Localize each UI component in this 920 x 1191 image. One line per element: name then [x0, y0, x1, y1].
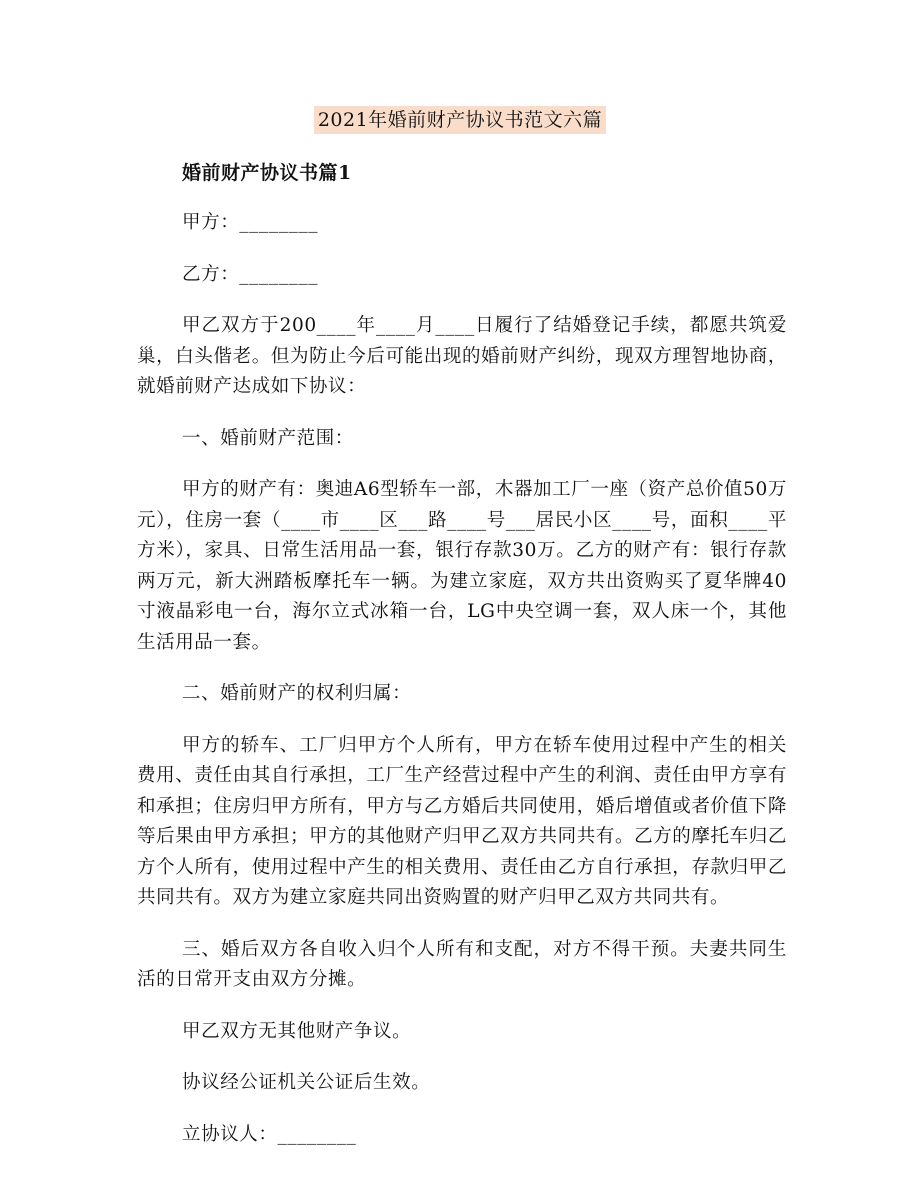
party-a-line: 甲方：________	[182, 212, 319, 233]
title-container	[0, 106, 920, 134]
clause-1-body: 甲方的财产有：奥迪A6型轿车一部，木器加工厂一座（资产总价值50万元），住房一套（____市____区___路____号___居民小区____号，面积____平方米），家具、日常生活用品一套，银行存款30万。乙方的财产有：银行存款两万元，新大洲踏板摩托车一辆。为建立家庭，双方共出资购买了夏华牌40寸液晶彩电一台，海尔立式冰箱一台，LG中央空调一套，双人床一个，其他生活用品一套。	[137, 479, 787, 653]
clause-2-body: 甲方的轿车、工厂归甲方个人所有，甲方在轿车使用过程中产生的相关费用、责任由其自行承担，工厂生产经营过程中产生的利润、责任由甲方享有和承担；住房归甲方所有，甲方与乙方婚后共同使用，婚后增值或者价值下降等后果由甲方承担；甲方的其他财产归甲乙双方共同共有。乙方的摩托车归乙方个人所有，使用过程中产生的相关费用、责任由乙方自行承担，存款归甲乙共同共有。双方为建立家庭共同出资购置的财产归甲乙双方共同共有。	[137, 734, 787, 908]
no-dispute-line: 甲乙双方无其他财产争议。	[182, 1020, 412, 1042]
document-title: 2021年婚前财产协议书范文六篇	[314, 106, 606, 134]
intro-paragraph: 甲乙双方于200____年____月____日履行了结婚登记手续，都愿共筑爱巢，白头偕老。但为防止今后可能出现的婚前财产纠纷，现双方理智地协商，就婚前财产达成如下协议：	[137, 315, 787, 397]
party-b-line: 乙方：________	[182, 263, 319, 285]
clause-1-title: 一、婚前财产范围：	[182, 427, 354, 449]
signatory-line: 立协议人：________	[182, 1123, 357, 1145]
clause-2-title: 二、婚前财产的权利归属：	[182, 683, 412, 704]
document-body	[137, 208, 787, 1171]
clause-3-paragraph: 三、婚后双方各自收入归个人所有和支配，对方不得干预。夫妻共同生活的日常开支由双方分摊。	[137, 938, 787, 990]
section-heading: 婚前财产协议书篇1	[182, 162, 352, 184]
effective-line: 协议经公证机关公证后生效。	[182, 1072, 431, 1093]
